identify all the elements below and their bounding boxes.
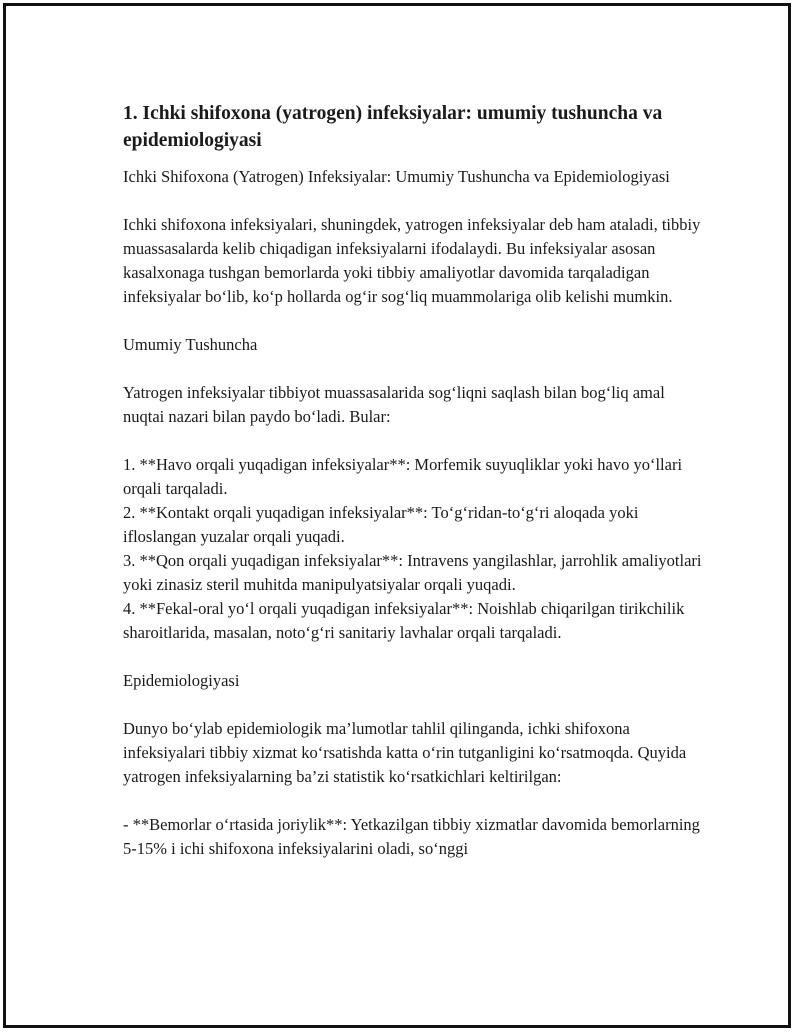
spacer (123, 357, 703, 381)
list-item: 1. **Havo orqali yuqadigan infeksiyalar**: Morfemik suyuqliklar yoki havo yo‘llari orqali tarqaladi. (123, 455, 683, 498)
intro-paragraph: Ichki shifoxona infeksiyalari, shuningdek, yatrogen infeksiyalar deb ham ataladi, tibbiy muassasalarda kelib chiqadigan infeksiyalarni ifodalaydi. Bu infeksiyalar asosan kasalxonaga tushgan bemorlarda yoki tibbiy amaliyotlar davomida tarqaladigan infeksiyalar bo‘lib, ko‘p hollarda og‘ir sog‘liq muammolariga olib kelishi mumkin. (123, 215, 701, 306)
epidemiology-paragraph: Dunyo bo‘ylab epidemiologik ma’lumotlar tahlil qilinganda, ichki shifoxona infeksiyalari tibbiy xizmat ko‘rsatishda katta o‘rin tutganligini ko‘rsatmoqda. Quyida yatrogen infeksiyalarning ba’zi statistik ko‘rsatkichlari keltirilgan: (123, 719, 687, 786)
document-body (123, 100, 703, 861)
overview-paragraph: Yatrogen infeksiyalar tibbiyot muassasalarida sog‘liqni saqlash bilan bog‘liq amal nuqtai nazari bilan paydo bo‘ladi. Bular: (123, 383, 665, 426)
spacer (123, 429, 703, 453)
spacer (123, 789, 703, 813)
bullet-item: - **Bemorlar o‘rtasida joriylik**: Yetkazilgan tibbiy xizmatlar davomida bemorlarning 5-15% i ichi shifoxona infeksiyalarini oladi, so‘nggi (123, 815, 700, 858)
spacer (123, 693, 703, 717)
document-title: 1. Ichki shifoxona (yatrogen) infeksiyalar: umumiy tushuncha va epidemiologiyasi (123, 103, 663, 151)
page-frame (3, 3, 791, 1028)
section-heading-overview: Umumiy Tushuncha (123, 335, 258, 354)
list-item: 4. **Fekal-oral yo‘l orqali yuqadigan infeksiyalar**: Noishlab chiqarilgan tirikchilik sharoitlarida, masalan, noto‘g‘ri sanitariy lavhalar orqali tarqaladi. (123, 599, 685, 642)
document-subtitle: Ichki Shifoxona (Yatrogen) Infeksiyalar: Umumiy Tushuncha va Epidemiologiyasi (123, 167, 670, 186)
spacer (123, 309, 703, 333)
spacer (123, 189, 703, 213)
spacer (123, 645, 703, 669)
section-heading-epidemiology: Epidemiologiyasi (123, 671, 240, 690)
list-item: 2. **Kontakt orqali yuqadigan infeksiyalar**: To‘g‘ridan-to‘g‘ri aloqada yoki ifloslangan yuzalar orqali yuqadi. (123, 503, 639, 546)
list-item: 3. **Qon orqali yuqadigan infeksiyalar**: Intravens yangilashlar, jarrohlik amaliyotlari yoki zinasiz steril muhitda manipulyatsiyalar orqali yuqadi. (123, 551, 702, 594)
